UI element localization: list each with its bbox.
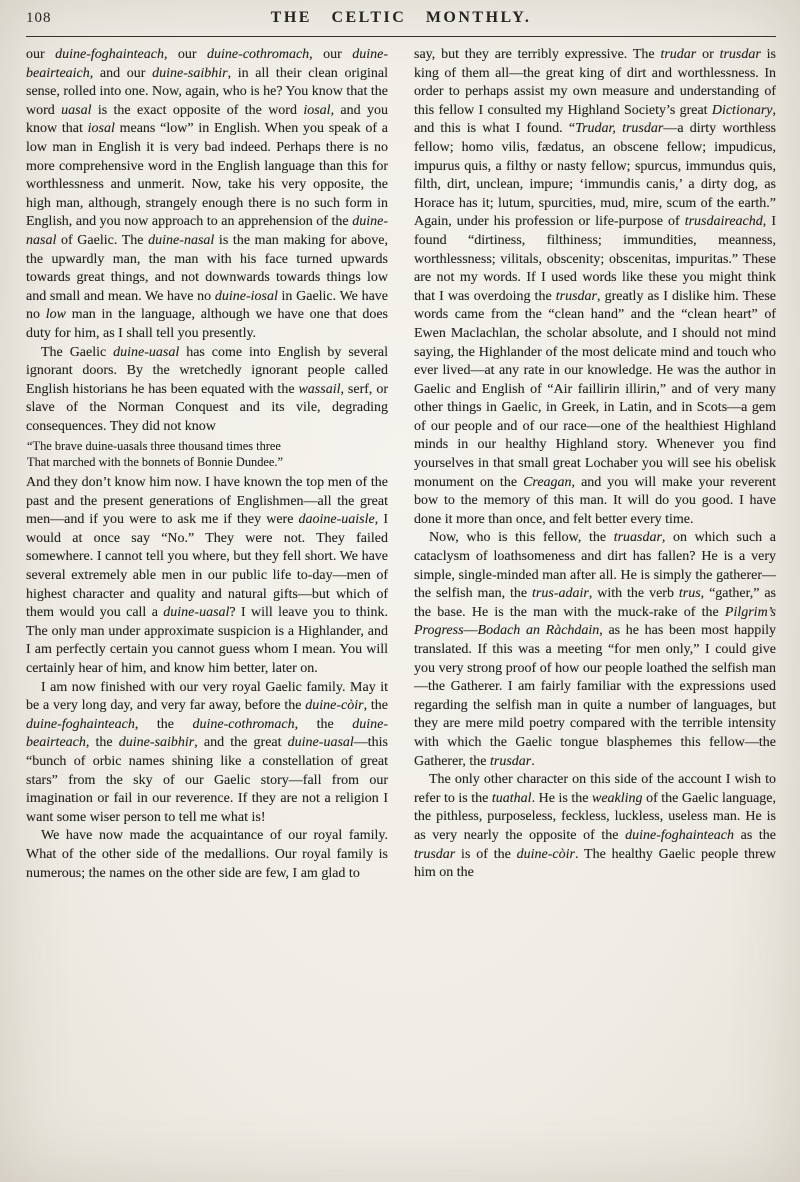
paragraph: our duine-foghainteach, our duine-cothromach, our duine-beairteaich, and our duine-saibhir, in all their clean original sense, rolled into one. Now, again, who is he? You know that the word uasal is the exact opposite of the word iosal, and you know that iosal means “low” in English. When you speak of a low man in English it is very bad indeed. Perhaps there is no more comprehensive word in the English language than this for worthlessness and unmerit. Now, take his very opposite, the high man, although, strangely enough there is no such form in English, and you now approach to an apprehension of the duine-nasal of Gaelic. The duine-nasal is the man making for above, the upwardly man, the man with his face turned upwards towards great things, and not downwards towards things low and small and mean. We have no duine-iosal in Gaelic. We have no low man in the language, although we have one that does duty for him, as I shall tell you presently. [26, 47, 389, 341]
page-header [26, 8, 776, 32]
verse-quote [27, 439, 388, 471]
page-title: THE CELTIC MONTHLY. [270, 9, 532, 26]
verse-line: That marched with the bonnets of Bonnie Dundee.” [27, 455, 283, 470]
page-number: 108 [26, 10, 52, 26]
header-rule [26, 36, 776, 37]
paragraph: say, but they are terribly expressive. The trudar or trusdar is king of them all—the great king of dirt and worthlessness. In order to perhaps assist my own measure and understanding of this fellow I consulted my Highland Society’s great Dictionary, and this is what I found. “Trudar, trusdar—a dirty worthless fellow; homo vilis, fædatus, an obscene fellow; impudicus, impurus quis, a filthy or nasty fellow; spurcus, immundus quis, filth, dirt, unclean, impure; ‘immundis canis,’ a dirty dog, as Horace has it; lutum, spurcities, mud, mire, scum of the earth.” Again, under his profession or life-purpose of trusdaireachd, I found “dirtiness, filthiness; immundities, meanness, worthlessness; vilitals, obscenity; obscenitas, impuritas.” These are not my words. If I used words like these you might think that I was overdoing the trusdar, greatly as I dislike him. These words came from the “clean hand” and the “clean heart” of Ewen Maclachlan, the scholar absolute, and I should not mind saying, the Highlander of the most delicate mind and touch who ever lived—at any rate in our knowledge. He was the author in Gaelic and English of “Air faillirin illirin,” and of very many other things in Gaelic, in Greek, in Latin, and in Scots—a gem of our people and of our race—one of the healthiest Highland minds in our healthy Highland story. Whenever you find yourselves in that small great Lochaber you will see his obelisk monument on the Creagan, and you will make your reverent bow to the memory of this man. It will do you good. I have done it more than once, and felt better every time. [414, 47, 777, 527]
left-column [26, 46, 388, 883]
article-body [26, 46, 776, 883]
right-column [414, 46, 776, 883]
paragraph: Now, who is this fellow, the truasdar, on which such a cataclysm of loathsomeness and dirt has fallen? He is a very simple, single-minded man after all. He is simply the gatherer—the selfish man, the trus-adair, with the verb trus, “gather,” as the base. He is the man with the muck-rake of the Pilgrim’s Progress—Bodach an Ràchdain, as he has been most happily translated. If this was a meeting “for men only,” I could give you very strong proof of how our people loathed the selfish man—the Gatherer. I am fairly familiar with the expressions used regarding the selfish man in quite a number of languages, but they are mere mild poetry compared with the terrible intensity with which the Gaelic tongue blasphemes this fellow—the Gatherer, the trusdar. [414, 530, 777, 769]
paragraph: The only other character on this side of the account I wish to refer to is the tuathal. He is the weakling of the Gaelic language, the pithless, purposeless, feckless, luckless, useless man. He is as very nearly the opposite of the duine-foghainteach as the trusdar is of the duine-còir. The healthy Gaelic people threw him on the [414, 772, 777, 881]
paragraph: We have now made the acquaintance of our royal family. What of the other side of the medallions. Our royal family is numerous; the names on the other side are few, I am glad to [26, 828, 388, 881]
paragraph: The Gaelic duine-uasal has come into English by several ignorant doors. By the wretchedly ignorant people called English historians he has been equated with the wassail, serf, or slave of the Norman Conquest and its vile, degrading consequences. They did not know [26, 344, 388, 434]
paragraph: I am now finished with our very royal Gaelic family. May it be a very long day, and very far away, before the duine-còir, the duine-foghainteach, the duine-cothromach, the duine-beairteach, the duine-saibhir, and the great duine-uasal—this “bunch of orbic names shining like a constellation of great stars” from the sky of our Gaelic story—fall from our imagination or fail in our reverence. If they are not a religion I want some wiser person to tell me what is! [26, 679, 389, 825]
verse-line: “The brave duine-uasals three thousand times three [27, 439, 281, 454]
paragraph: And they don’t know him now. I have known the top men of the past and the present generations of Englishmen—all the great men—and if you were to ask me if they were daoine-uaisle, I would at once say “No.” They were not. They failed somewhere. I cannot tell you where, but they fell short. We have several extremely able men in our public life to-day—men of highest character and quality and natural gifts—but which of them would you call a duine-uasal? I will leave you to think. The only man under approximate suspicion is a Highlander, and I am perfectly certain you cannot guess whom I mean. You will certainly hear of him, and know him better, later on. [26, 475, 389, 676]
